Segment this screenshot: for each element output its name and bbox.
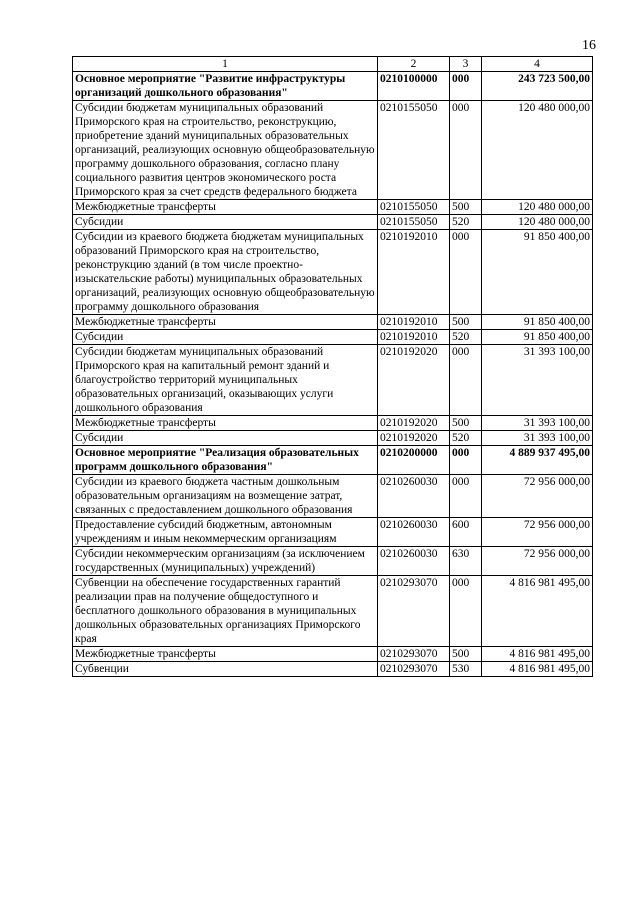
table-row	[73, 431, 593, 446]
row-type-cell: 500	[450, 647, 482, 662]
row-amount-cell: 91 850 400,00	[482, 315, 593, 330]
row-code-cell: 0210192010	[378, 330, 450, 345]
row-amount-cell: 120 480 000,00	[482, 200, 593, 215]
row-name-cell: Межбюджетные трансферты	[73, 315, 378, 330]
row-code-cell: 0210260030	[378, 475, 450, 518]
row-code-cell: 0210293070	[378, 662, 450, 677]
row-name-cell: Субсидии	[73, 431, 378, 446]
row-type-cell: 000	[450, 101, 482, 200]
row-amount-cell: 72 956 000,00	[482, 475, 593, 518]
row-type-cell: 500	[450, 200, 482, 215]
row-amount-cell: 4 816 981 495,00	[482, 576, 593, 647]
table-row	[73, 475, 593, 518]
table-row	[73, 330, 593, 345]
row-name-cell: Предоставление субсидий бюджетным, автономным учреждениям и иным некоммерческим организациям	[73, 518, 378, 547]
row-code-cell: 0210155050	[378, 200, 450, 215]
row-amount-cell: 4 816 981 495,00	[482, 662, 593, 677]
table-row	[73, 576, 593, 647]
header-cell-2: 2	[378, 57, 450, 72]
row-amount-cell: 31 393 100,00	[482, 416, 593, 431]
row-name-cell: Межбюджетные трансферты	[73, 647, 378, 662]
row-type-cell: 000	[450, 72, 482, 101]
table-row	[73, 518, 593, 547]
row-type-cell: 000	[450, 345, 482, 416]
table-row	[73, 215, 593, 230]
row-code-cell: 0210192020	[378, 345, 450, 416]
row-code-cell: 0210100000	[378, 72, 450, 101]
row-type-cell: 520	[450, 431, 482, 446]
row-type-cell: 530	[450, 662, 482, 677]
row-code-cell: 0210192010	[378, 230, 450, 315]
table-row	[73, 547, 593, 576]
table-row	[73, 647, 593, 662]
row-type-cell: 600	[450, 518, 482, 547]
row-code-cell: 0210192020	[378, 431, 450, 446]
header-cell-3: 3	[450, 57, 482, 72]
row-amount-cell: 120 480 000,00	[482, 101, 593, 200]
row-name-cell: Субсидии бюджетам муниципальных образований Приморского края на капитальный ремонт зданий и благоустройство территорий муниципальных образовательных организаций, оказывающих услуги дошкольного образования	[73, 345, 378, 416]
header-row	[73, 57, 593, 72]
row-name-cell: Субсидии из краевого бюджета частным дошкольным образовательным организациям на возмещение затрат, связанных с предоставлением дошкольного образования	[73, 475, 378, 518]
table-row	[73, 72, 593, 101]
row-name-cell: Субсидии	[73, 215, 378, 230]
row-code-cell: 0210260030	[378, 518, 450, 547]
table-row	[73, 446, 593, 475]
row-name-cell: Субсидии бюджетам муниципальных образований Приморского края на строительство, реконструкцию, приобретение зданий муниципальных образовательных организаций, реализующих основную общеобразовательную программу дошкольного образования, согласно плану социального развития центров экономического роста Приморского края за счет средств федерального бюджета	[73, 101, 378, 200]
row-name-cell: Субсидии некоммерческим организациям (за исключением государственных (муниципальных) учреждений)	[73, 547, 378, 576]
row-name-cell: Субвенции	[73, 662, 378, 677]
table-row	[73, 230, 593, 315]
row-amount-cell: 4 889 937 495,00	[482, 446, 593, 475]
table-row	[73, 416, 593, 431]
row-code-cell: 0210192010	[378, 315, 450, 330]
row-amount-cell: 120 480 000,00	[482, 215, 593, 230]
row-amount-cell: 91 850 400,00	[482, 230, 593, 315]
row-type-cell: 520	[450, 330, 482, 345]
row-type-cell: 500	[450, 416, 482, 431]
table-row	[73, 101, 593, 200]
budget-table	[72, 56, 593, 677]
row-type-cell: 000	[450, 446, 482, 475]
table-row	[73, 345, 593, 416]
row-code-cell: 0210200000	[378, 446, 450, 475]
row-amount-cell: 91 850 400,00	[482, 330, 593, 345]
row-type-cell: 630	[450, 547, 482, 576]
row-type-cell: 000	[450, 230, 482, 315]
header-cell-1: 1	[73, 57, 378, 72]
page-number: 16	[582, 38, 596, 53]
header-cell-4: 4	[482, 57, 593, 72]
row-amount-cell: 72 956 000,00	[482, 518, 593, 547]
row-code-cell: 0210260030	[378, 547, 450, 576]
row-amount-cell: 31 393 100,00	[482, 345, 593, 416]
row-code-cell: 0210293070	[378, 647, 450, 662]
row-code-cell: 0210293070	[378, 576, 450, 647]
table-row	[73, 315, 593, 330]
row-type-cell: 500	[450, 315, 482, 330]
row-amount-cell: 4 816 981 495,00	[482, 647, 593, 662]
table-row	[73, 662, 593, 677]
row-amount-cell: 31 393 100,00	[482, 431, 593, 446]
row-name-cell: Субсидии	[73, 330, 378, 345]
row-code-cell: 0210155050	[378, 101, 450, 200]
row-name-cell: Основное мероприятие "Реализация образовательных программ дошкольного образования"	[73, 446, 378, 475]
row-type-cell: 000	[450, 576, 482, 647]
row-name-cell: Межбюджетные трансферты	[73, 200, 378, 215]
row-code-cell: 0210155050	[378, 215, 450, 230]
row-amount-cell: 243 723 500,00	[482, 72, 593, 101]
row-type-cell: 520	[450, 215, 482, 230]
row-name-cell: Межбюджетные трансферты	[73, 416, 378, 431]
row-name-cell: Субвенции на обеспечение государственных гарантий реализации прав на получение общедоступного и бесплатного дошкольного образования в муниципальных дошкольных образовательных организациях Приморского края	[73, 576, 378, 647]
row-type-cell: 000	[450, 475, 482, 518]
table-row	[73, 200, 593, 215]
row-code-cell: 0210192020	[378, 416, 450, 431]
row-name-cell: Основное мероприятие "Развитие инфраструктуры организаций дошкольного образования"	[73, 72, 378, 101]
row-name-cell: Субсидии из краевого бюджета бюджетам муниципальных образований Приморского края на строительство, реконструкцию зданий (в том числе проектно-изыскательские работы) муниципальных образовательных организаций, реализующих основную общеобразовательную программу дошкольного образования	[73, 230, 378, 315]
row-amount-cell: 72 956 000,00	[482, 547, 593, 576]
